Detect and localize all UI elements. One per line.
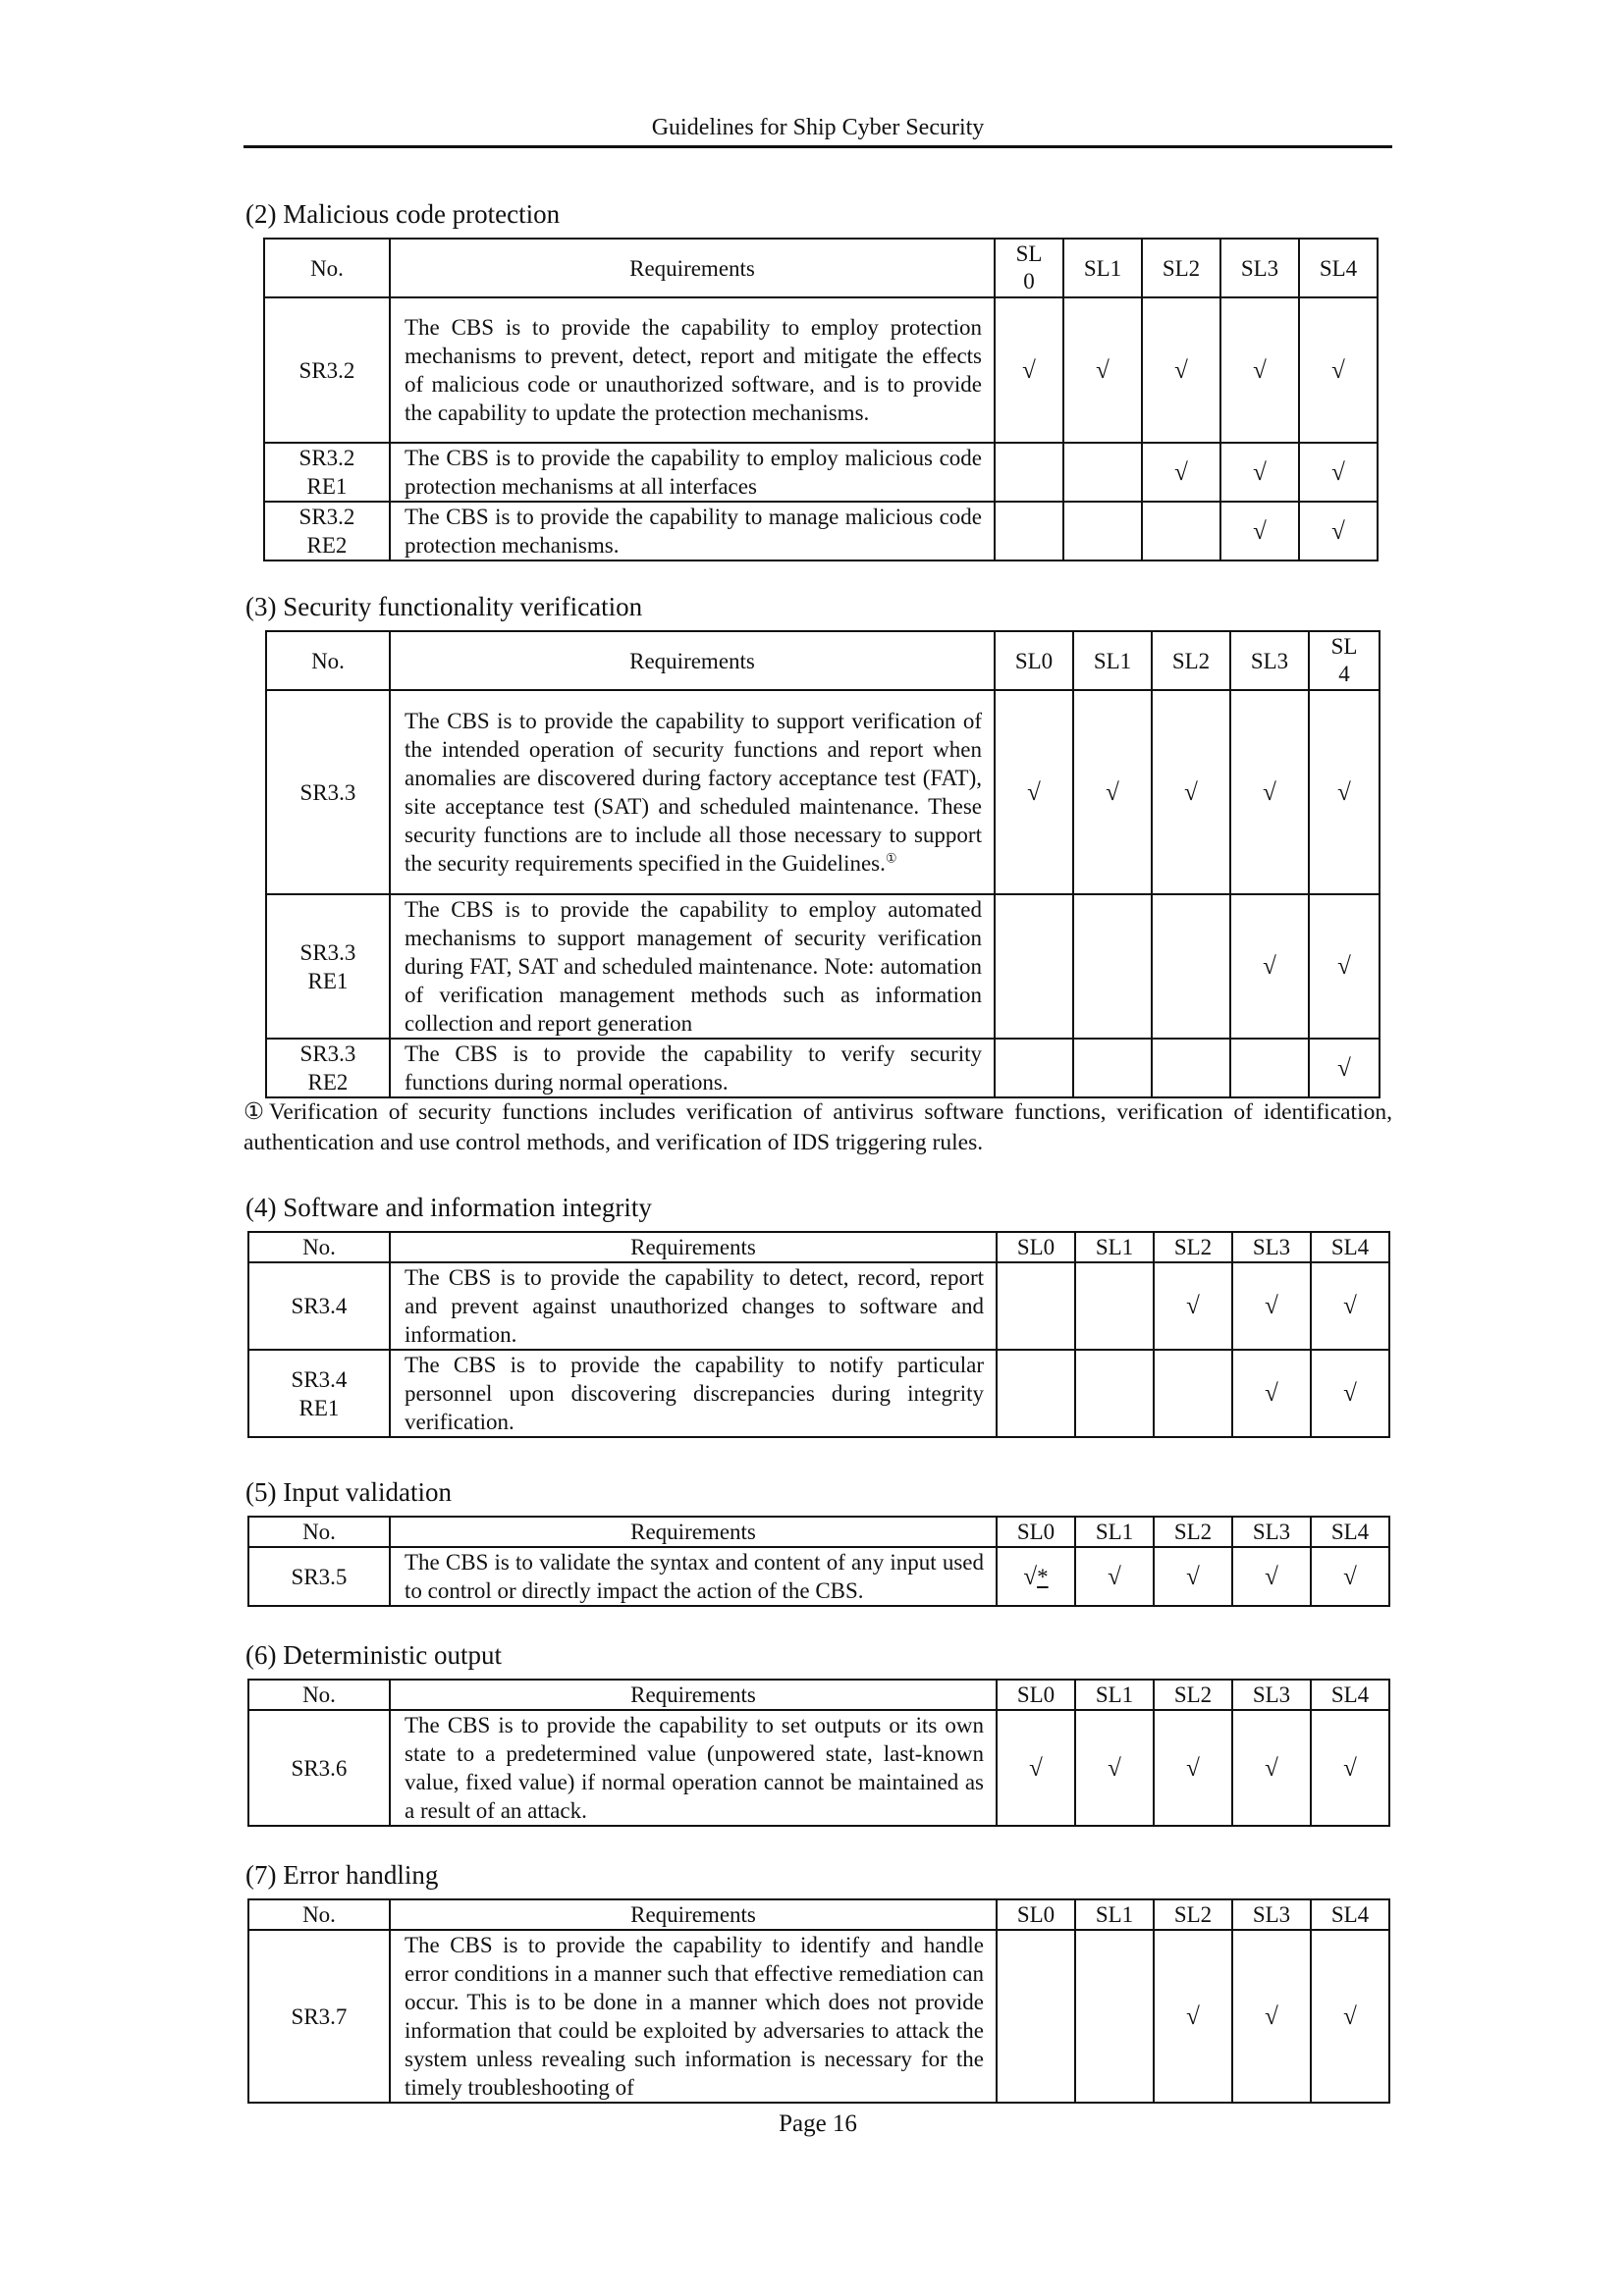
sl1-cell bbox=[1075, 1547, 1154, 1606]
section-title-deterministic-output: (6) Deterministic output bbox=[245, 1640, 502, 1670]
requirement-text: The CBS is to provide the capability to set outputs or its own state to a predetermined value (unpowered state, last-known value, fixed value) if normal operation cannot be maintained as a result of an attack. bbox=[390, 1710, 997, 1826]
sl4-cell bbox=[1311, 1350, 1389, 1437]
sl3-cell bbox=[1232, 1262, 1311, 1350]
col-header-sl1: SL1 bbox=[1073, 631, 1152, 690]
check-mark-icon: √ bbox=[1174, 458, 1188, 486]
col-header-sl1: SL1 bbox=[1075, 1232, 1154, 1262]
sl1-cell bbox=[1073, 690, 1152, 894]
table-integrity bbox=[247, 1231, 1390, 1438]
sl3-cell bbox=[1232, 1547, 1311, 1606]
table-header-row bbox=[248, 1517, 1389, 1547]
sl1-cell bbox=[1073, 1039, 1152, 1097]
col-header-sl4: SL4 bbox=[1299, 239, 1378, 297]
col-header-sl1: SL1 bbox=[1063, 239, 1142, 297]
check-mark-icon: √ bbox=[1265, 1293, 1278, 1319]
col-header-sl2: SL2 bbox=[1154, 1680, 1232, 1710]
sl0-cell bbox=[995, 443, 1063, 502]
check-mark-icon: √ bbox=[1023, 1563, 1038, 1590]
requirement-text: The CBS is to provide the capability to employ protection mechanisms to prevent, detect, report and mitigate the effects of malicious code or unauthorized software, and is to provide the capability to update the protection mechanisms. bbox=[390, 297, 995, 443]
sl2-cell bbox=[1142, 443, 1220, 502]
sl1-cell bbox=[1063, 443, 1142, 502]
table-row bbox=[248, 1350, 1389, 1437]
col-header-sl3: SL3 bbox=[1230, 631, 1309, 690]
check-mark-icon: √ bbox=[1337, 1054, 1351, 1082]
col-header-sl1: SL1 bbox=[1075, 1899, 1154, 1930]
check-mark-icon: √ bbox=[1029, 1754, 1043, 1782]
col-header-requirements: Requirements bbox=[390, 239, 995, 297]
table-security-verification bbox=[265, 630, 1380, 1098]
section-title-integrity: (4) Software and information integrity bbox=[245, 1193, 652, 1222]
col-header-no: No. bbox=[248, 1680, 390, 1710]
requirement-text: The CBS is to provide the capability to support verification of the intended operation of security functions and report when anomalies are discovered during factory acceptance test (FAT), site acceptance test (SAT) and scheduled maintenance. These security functions are to include all those necessary to support the security requirements specified in the Guidelines.① bbox=[390, 690, 995, 894]
requirement-number: SR3.2 bbox=[264, 297, 390, 443]
sl3-cell bbox=[1230, 894, 1309, 1039]
col-header-sl3: SL3 bbox=[1232, 1232, 1311, 1262]
sl3-cell bbox=[1232, 1930, 1311, 2103]
sl4-cell bbox=[1309, 690, 1380, 894]
table-row bbox=[264, 297, 1378, 443]
table-row bbox=[248, 1710, 1389, 1826]
sl0-cell bbox=[995, 297, 1063, 443]
requirement-text: The CBS is to provide the capability to employ automated mechanisms to support management of security verification during FAT, SAT and scheduled maintenance. Note: automation of verification management methods such as information collection and report generation bbox=[390, 894, 995, 1039]
table-error-handling bbox=[247, 1898, 1390, 2104]
requirement-text: The CBS is to provide the capability to notify particular personnel upon discovering discrepancies during integrity verification. bbox=[390, 1350, 997, 1437]
sl2-cell bbox=[1152, 894, 1230, 1039]
requirement-number: SR3.3 bbox=[266, 690, 390, 894]
sl3-cell bbox=[1220, 443, 1299, 502]
col-header-sl0: SL 0 bbox=[995, 239, 1063, 297]
requirement-number: SR3.2 RE1 bbox=[264, 443, 390, 502]
requirement-text: The CBS is to provide the capability to manage malicious code protection mechanisms. bbox=[390, 502, 995, 561]
requirement-number: SR3.3 RE2 bbox=[266, 1039, 390, 1097]
table-row bbox=[248, 1547, 1389, 1606]
table-deterministic-output bbox=[247, 1679, 1390, 1827]
col-header-sl1: SL1 bbox=[1075, 1680, 1154, 1710]
sl2-cell bbox=[1154, 1262, 1232, 1350]
sl2-cell bbox=[1142, 297, 1220, 443]
check-mark-icon: √ bbox=[1253, 356, 1267, 384]
col-header-requirements: Requirements bbox=[390, 1899, 997, 1930]
requirement-text: The CBS is to provide the capability to verify security functions during normal operations. bbox=[390, 1039, 995, 1097]
table-row bbox=[264, 443, 1378, 502]
sl4-cell bbox=[1309, 1039, 1380, 1097]
table-malicious-code bbox=[263, 238, 1379, 561]
sl1-cell bbox=[1063, 297, 1142, 443]
col-header-sl2: SL2 bbox=[1154, 1899, 1232, 1930]
table-row bbox=[266, 690, 1380, 894]
check-mark-icon: √ bbox=[1108, 1563, 1121, 1590]
requirement-text: The CBS is to provide the capability to employ malicious code protection mechanisms at all interfaces bbox=[390, 443, 995, 502]
footnote-marker: ① bbox=[885, 850, 897, 866]
check-mark-icon: √ bbox=[1186, 1293, 1200, 1319]
col-header-no: No. bbox=[266, 631, 390, 690]
sl3-cell bbox=[1220, 297, 1299, 443]
check-mark-icon: √ bbox=[1106, 778, 1119, 806]
sl4-cell bbox=[1311, 1547, 1389, 1606]
requirement-text: The CBS is to provide the capability to detect, record, report and prevent against unauthorized changes to software and information. bbox=[390, 1262, 997, 1350]
col-header-sl0: SL0 bbox=[997, 1899, 1075, 1930]
table-row bbox=[248, 1930, 1389, 2103]
table-input-validation bbox=[247, 1516, 1390, 1607]
sl3-cell bbox=[1220, 502, 1299, 561]
sl0-cell bbox=[995, 502, 1063, 561]
check-mark-icon: √ bbox=[1337, 953, 1351, 980]
requirement-number: SR3.5 bbox=[248, 1547, 390, 1606]
sl3-cell bbox=[1230, 690, 1309, 894]
col-header-sl2: SL2 bbox=[1142, 239, 1220, 297]
check-mark-icon: √ bbox=[1265, 1380, 1278, 1407]
table-header-row bbox=[266, 631, 1380, 690]
check-mark-icon: √ bbox=[1263, 778, 1276, 806]
col-header-sl4: SL4 bbox=[1311, 1899, 1389, 1930]
sl1-cell bbox=[1075, 1710, 1154, 1826]
check-mark-icon: √ bbox=[1184, 778, 1198, 806]
footnote-verification: ①Verification of security functions includes verification of antivirus software functions, verification of identification, authentication and use control methods, and verification of IDS triggering rules. bbox=[244, 1099, 1392, 1155]
col-header-no: No. bbox=[248, 1232, 390, 1262]
requirement-number: SR3.2 RE2 bbox=[264, 502, 390, 561]
check-mark-icon: √ bbox=[1022, 356, 1036, 384]
sl1-cell bbox=[1075, 1930, 1154, 2103]
col-header-no: No. bbox=[248, 1899, 390, 1930]
col-header-requirements: Requirements bbox=[390, 1517, 997, 1547]
table-header-row bbox=[248, 1232, 1389, 1262]
sl0-cell bbox=[997, 1262, 1075, 1350]
sl3-cell bbox=[1232, 1710, 1311, 1826]
col-header-requirements: Requirements bbox=[390, 1232, 997, 1262]
col-header-sl4: SL4 bbox=[1311, 1232, 1389, 1262]
check-mark-icon: √ bbox=[1343, 1563, 1357, 1590]
table-row bbox=[264, 502, 1378, 561]
check-mark-icon: √ bbox=[1343, 1754, 1357, 1782]
requirement-number: SR3.6 bbox=[248, 1710, 390, 1826]
col-header-sl2: SL2 bbox=[1152, 631, 1230, 690]
check-mark-icon: √ bbox=[1253, 458, 1267, 486]
check-mark-icon: √ bbox=[1343, 1380, 1357, 1407]
check-mark-icon: √ bbox=[1186, 1563, 1200, 1590]
sl4-cell bbox=[1311, 1262, 1389, 1350]
section-title-input-validation: (5) Input validation bbox=[245, 1477, 452, 1507]
col-header-sl0: SL0 bbox=[997, 1232, 1075, 1262]
sl2-cell bbox=[1154, 1710, 1232, 1826]
sl2-cell bbox=[1142, 502, 1220, 561]
table-header-row bbox=[264, 239, 1378, 297]
sl3-cell bbox=[1230, 1039, 1309, 1097]
sl3-cell bbox=[1232, 1350, 1311, 1437]
col-header-sl3: SL3 bbox=[1232, 1680, 1311, 1710]
check-mark-icon: √ bbox=[1331, 356, 1345, 384]
check-mark-icon: √ bbox=[1265, 1563, 1278, 1590]
col-header-requirements: Requirements bbox=[390, 631, 995, 690]
requirement-number: SR3.7 bbox=[248, 1930, 390, 2103]
sl1-cell bbox=[1075, 1262, 1154, 1350]
sl4-cell bbox=[1311, 1710, 1389, 1826]
sl4-cell bbox=[1299, 443, 1378, 502]
col-header-sl4: SL4 bbox=[1311, 1517, 1389, 1547]
check-mark-icon: √ bbox=[1096, 356, 1110, 384]
col-header-sl3: SL3 bbox=[1220, 239, 1299, 297]
sl2-cell bbox=[1154, 1547, 1232, 1606]
check-mark-icon: √ bbox=[1108, 1754, 1121, 1782]
check-mark-icon: √ bbox=[1027, 778, 1041, 806]
sl0-cell bbox=[995, 690, 1073, 894]
check-mark-icon: √ bbox=[1263, 953, 1276, 980]
check-mark-icon: √ bbox=[1265, 2002, 1278, 2030]
sl1-cell bbox=[1075, 1350, 1154, 1437]
table-header-row bbox=[248, 1899, 1389, 1930]
col-header-sl1: SL1 bbox=[1075, 1517, 1154, 1547]
check-mark-icon: √ bbox=[1186, 1754, 1200, 1782]
requirement-number: SR3.4 RE1 bbox=[248, 1350, 390, 1437]
sl2-cell bbox=[1152, 690, 1230, 894]
check-mark-icon: √ bbox=[1331, 517, 1345, 545]
check-mark-icon: √ bbox=[1186, 2002, 1200, 2030]
table-row bbox=[248, 1262, 1389, 1350]
col-header-sl0: SL0 bbox=[995, 631, 1073, 690]
sl4-cell bbox=[1309, 894, 1380, 1039]
col-header-no: No. bbox=[248, 1517, 390, 1547]
sl0-cell bbox=[997, 1350, 1075, 1437]
check-mark-icon: √ bbox=[1343, 1293, 1357, 1319]
requirement-number: SR3.4 bbox=[248, 1262, 390, 1350]
sl1-cell bbox=[1063, 502, 1142, 561]
requirement-text: The CBS is to validate the syntax and content of any input used to control or directly impact the action of the CBS. bbox=[390, 1547, 997, 1606]
sl0-cell bbox=[997, 1547, 1075, 1606]
sl4-cell bbox=[1299, 502, 1378, 561]
section-title-error-handling: (7) Error handling bbox=[245, 1860, 439, 1890]
table-row bbox=[266, 1039, 1380, 1097]
requirement-text: The CBS is to provide the capability to identify and handle error conditions in a manner such that effective remediation can occur. This is to be done in a manner which does not provide information that could be exploited by adversaries to attack the system unless revealing such information is necessary for the timely troubleshooting of bbox=[390, 1930, 997, 2103]
col-header-sl4: SL4 bbox=[1311, 1680, 1389, 1710]
sl0-cell bbox=[997, 1710, 1075, 1826]
header-rule bbox=[244, 145, 1392, 148]
check-mark-icon: √ bbox=[1337, 778, 1351, 806]
sl0-cell bbox=[995, 1039, 1073, 1097]
check-mark-icon: √ bbox=[1265, 1754, 1278, 1782]
col-header-sl0: SL0 bbox=[997, 1680, 1075, 1710]
col-header-requirements: Requirements bbox=[390, 1680, 997, 1710]
check-mark-icon: √ bbox=[1343, 2002, 1357, 2030]
sl1-cell bbox=[1073, 894, 1152, 1039]
sl2-cell bbox=[1154, 1350, 1232, 1437]
sl4-cell bbox=[1299, 297, 1378, 443]
requirement-number: SR3.3 RE1 bbox=[266, 894, 390, 1039]
page-number: Page 16 bbox=[779, 2110, 857, 2137]
sl2-cell bbox=[1154, 1930, 1232, 2103]
col-header-sl3: SL3 bbox=[1232, 1899, 1311, 1930]
check-mark-icon: √ bbox=[1253, 517, 1267, 545]
sl4-cell bbox=[1311, 1930, 1389, 2103]
running-header: Guidelines for Ship Cyber Security bbox=[651, 115, 985, 140]
check-mark-icon: √ bbox=[1331, 458, 1345, 486]
col-header-sl0: SL0 bbox=[997, 1517, 1075, 1547]
col-header-sl3: SL3 bbox=[1232, 1517, 1311, 1547]
col-header-sl4: SL 4 bbox=[1309, 631, 1380, 690]
check-mark-icon: √ bbox=[1174, 356, 1188, 384]
col-header-no: No. bbox=[264, 239, 390, 297]
section-title-malicious-code: (2) Malicious code protection bbox=[245, 199, 561, 229]
sl2-cell bbox=[1152, 1039, 1230, 1097]
col-header-sl2: SL2 bbox=[1154, 1232, 1232, 1262]
sl0-cell bbox=[997, 1930, 1075, 2103]
sl0-cell bbox=[995, 894, 1073, 1039]
section-title-security-verification: (3) Security functionality verification bbox=[245, 592, 643, 621]
asterisk-note: * bbox=[1037, 1564, 1049, 1589]
col-header-sl2: SL2 bbox=[1154, 1517, 1232, 1547]
table-header-row bbox=[248, 1680, 1389, 1710]
table-row bbox=[266, 894, 1380, 1039]
